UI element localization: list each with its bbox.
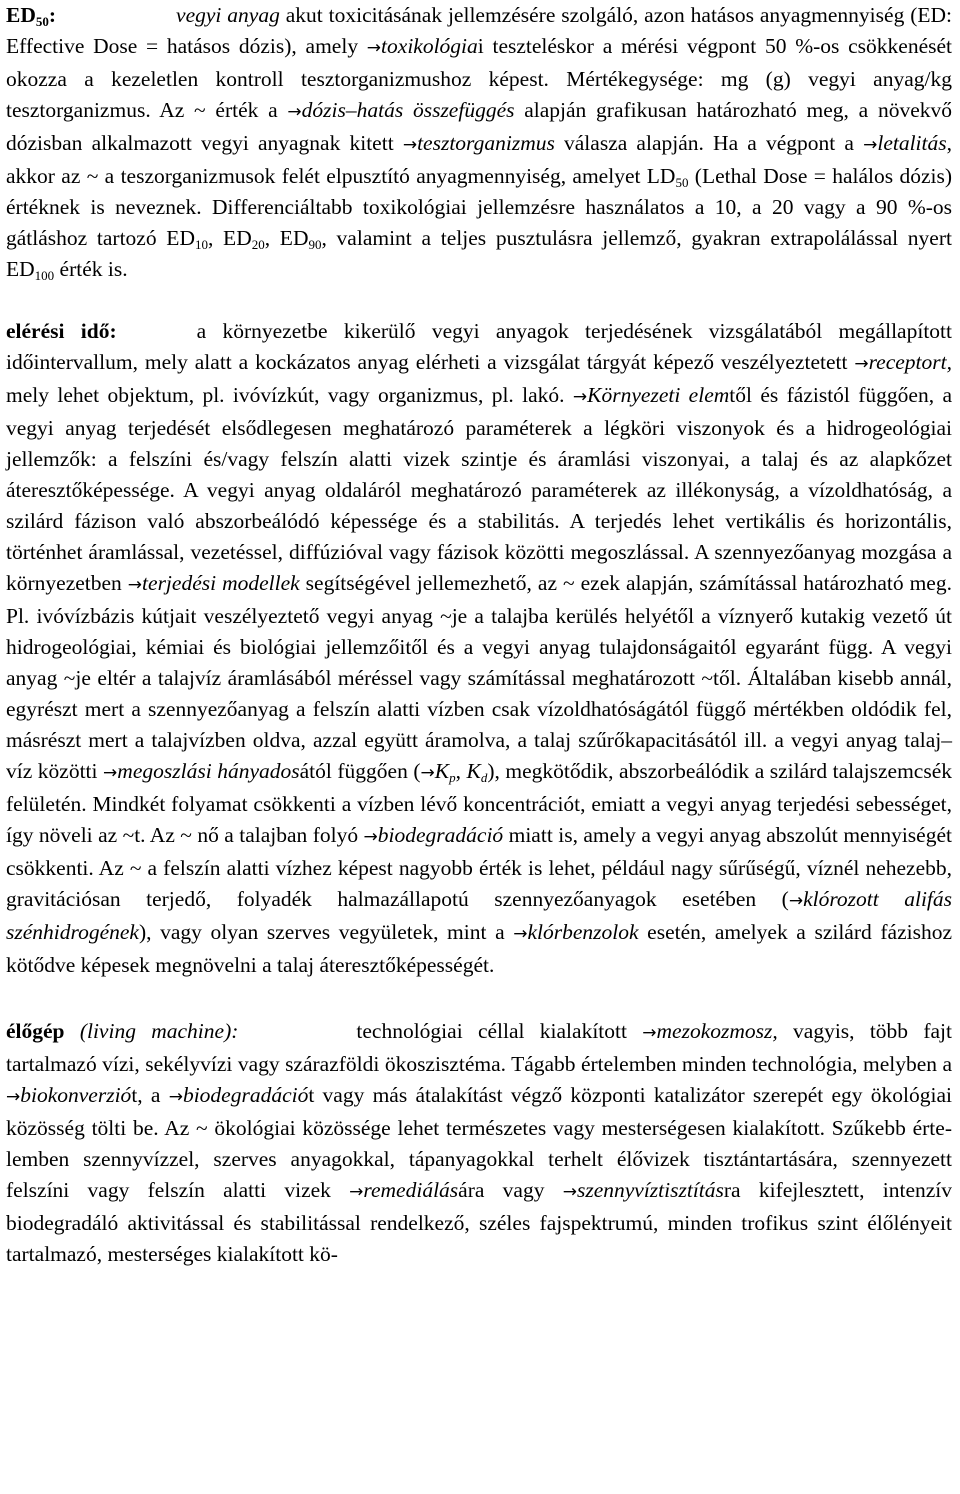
entry-term: élőgép	[6, 1019, 65, 1043]
definition-text: ), vagy olyan szerves vegyületek, mint a	[138, 920, 514, 944]
cross-reference-arrow-icon: →	[854, 354, 869, 374]
subscript: 10	[194, 237, 208, 252]
glossary-entry-elogep	[6, 1016, 952, 1270]
definition-text: esetén, amelyek a szilárd fázishoz kötődve képesek megnövelni a talaj áteresztőképességét.	[6, 920, 953, 977]
cross-reference-arrow-icon: →	[6, 1087, 21, 1107]
definition-text: , akkor az ~ a teszorganizmusok felét elpusztító anyagmennyiség, amelyet LD	[6, 131, 952, 188]
definition-text: t vagy más átalakítást végző központi katalizátor szerepét egy ökológiai közösség tölti be. Az ~ ökológiai közössége lehet természetes vagy mesterségesen kialakított. Szűkebb értelemben szennyvízzel, szerves anyagokkal, tápanyagokkal terhelt élővizek tisztántartására, szennyezett felszíni vagy felszín alatti vizek	[6, 1083, 952, 1202]
cross-reference-term: receptort,	[868, 350, 952, 374]
cross-reference-term: letalitás	[877, 131, 947, 155]
entry-definition	[6, 1019, 952, 1266]
cross-reference-term: Környezeti elem	[587, 383, 730, 407]
cross-reference-arrow-icon: →	[366, 38, 382, 58]
cross-reference-term: dózis–hatás összefüggés	[301, 98, 515, 122]
definition-text: mely lehet objektum, pl. ivóvízkút, vagy organizmus, pl. lakó.	[6, 383, 573, 407]
cross-reference-term: tesztorganizmus	[417, 131, 555, 155]
definition-text: től és fázistól függően, a vegyi anyag terjedését elsődlegesen meghatározó paraméterek a légköri viszonyok és a hidrogeológiai jellemzők: a felszíni és/vagy felszín alatti vizek szintje és áramlási viszonyai, a talaj és az alapkőzet áteresztőképessége. A vegyi anyag oldaláról meghatározó paraméterek az illékonyság, a vízoldhatóság, a szilárd fázison való abszorbeálódó képessége és a stabilitás. A terjedés lehet vertikális és horizontális, történhet áramlással, vezetéssel, diffúzióval vagy fázisok közötti megoszlással. A szennyezőanyag mozgása a környezetben	[6, 383, 952, 595]
cross-reference-arrow-icon: →	[349, 1182, 364, 1202]
definition-text: , ED	[207, 226, 252, 250]
cross-reference-term: remediálás	[363, 1178, 459, 1202]
entry-definition	[6, 319, 952, 977]
definition-text: ra kifejlesztett, intenzív biodegradáló aktivitással és stabilitással rendelkező, széles fajspektrumú, minden trofikus szint élőlényeit tartalmazó, mesterséges kialakított kö-	[6, 1178, 953, 1266]
entry-term: $ED_{50}$:	[6, 3, 57, 29]
definition-text: ,	[455, 759, 467, 783]
definition-text: ), megkötődik, abszorbeálódik a szilárd talajszemcsék felületén. Mindkét folyamat csökkenti a vízben lévő koncentrációt, emiatt a vegyi anyag terjedési sebességet, így növeli az ~t. Az ~ nő a talajban folyó	[6, 759, 952, 847]
glossary-entry-ed50	[6, 0, 952, 285]
subscript: 100	[34, 268, 55, 283]
definition-text: , valamint a teljes pusztulásra jellemző, gyakran extrapolálással nyert ED	[6, 226, 952, 281]
cross-reference-term: klórozott alifás szénhidrogének	[6, 887, 953, 944]
cross-reference-term: klórbenzolok	[527, 920, 639, 944]
definition-text: t, a	[131, 1083, 169, 1107]
cross-reference-arrow-icon: →	[420, 763, 435, 783]
cross-reference-arrow-icon: →	[572, 387, 588, 407]
cross-reference-term: biodegradáció	[377, 823, 504, 847]
subscript: 50	[675, 175, 689, 190]
definition-text: segítségével jellemezhető, az ~ ezek alapján, számítással határozható meg. Pl. ivóvízbázis kútjait veszélyeztető vegyi anyag ~je a talajba kerülés helyétől a víznyerő kutakig vezető út hidrogeológiai, kémiai és biológiai jellemzőitől és a vegyi anyag tulajdonságaitól egyaránt függ. A vegyi anyag ~je eltér a talajvíz áramlásából méréssel vagy számítással meghatározott ~től. Általában kisebb annál, egyrészt mert a szennyezőanyag a felszín alatti vízben csak vízoldhatóságától függő mértékben oldódik fel, másrészt mert a talajvízben oldva, azzal együtt áramolva, a talaj szűrőkapacitásától ill. a vegyi anyag talaj–víz közötti	[6, 571, 952, 783]
cross-reference-term: toxikológia	[381, 34, 478, 58]
cross-reference-arrow-icon: →	[513, 924, 528, 944]
subscript: p	[449, 770, 456, 785]
cross-reference-term: K	[434, 759, 450, 783]
cross-reference-arrow-icon: →	[863, 135, 878, 155]
cross-reference-arrow-icon: →	[642, 1023, 657, 1043]
definition-text: vagyis, több fajt tartalmazó vízi, sekélyvízi vagy szárazföldi ökoszisztéma. Tágabb értelemben minden technológia, melyben a	[6, 1019, 952, 1076]
definition-text: alapján grafikusan határozható meg, a növekvő dózisban alkalmazott vegyi anyagnak kitett	[6, 98, 952, 155]
cross-reference-arrow-icon: →	[103, 763, 118, 783]
entry-term: elérési idő:	[6, 319, 117, 343]
cross-reference-arrow-icon: →	[127, 575, 143, 595]
glossary-entry-eleresi-ido	[6, 316, 952, 981]
cross-reference-arrow-icon: →	[287, 102, 302, 122]
definition-text: ára vagy	[458, 1178, 563, 1202]
cross-reference-term: K	[466, 759, 481, 783]
cross-reference-term: terjedési modellek	[142, 571, 300, 595]
cross-reference-term: szennyvíztisztítás	[576, 1178, 724, 1202]
definition-text: technológiai céllal kialakított	[356, 1019, 643, 1043]
definition-text: ától függően (	[299, 759, 421, 783]
entry-term-note: (living machine):	[64, 1019, 239, 1043]
cross-reference-term: megoszlási hányados	[117, 759, 300, 783]
definition-text: , ED	[264, 226, 309, 250]
definition-text: miatt is, amely a vegyi anyag abszolút mennyiségét csökkenti. Az ~ a felszín alatti vízhez képest nagyobb érték is lehet, például nagy sűrűségű, víznél nehezebb, gravitációsan terjedő, folyadék halmazállapotú szennyezőanyagok esetében (	[6, 823, 952, 911]
cross-reference-arrow-icon: →	[402, 135, 418, 155]
cross-reference-arrow-icon: →	[788, 891, 804, 911]
definition-text: akut toxicitásának jellemzésére szolgáló, azon hatásos anyagmennyiség (ED: Effective Dose = hatásos dózis), amely	[6, 3, 952, 58]
subscript: d	[480, 770, 488, 785]
cross-reference-term: biodegradáció	[182, 1083, 309, 1107]
cross-reference-arrow-icon: →	[363, 827, 378, 847]
entry-definition	[6, 3, 952, 281]
subscript: 90	[308, 237, 322, 252]
cross-reference-term: biokonverzió	[20, 1083, 132, 1107]
cross-reference-arrow-icon: →	[562, 1182, 577, 1202]
cross-reference-term: vegyi anyag	[176, 3, 280, 27]
definition-text: a környezetbe kikerülő vegyi anyagok terjedésének vizsgálatából megállapított időintervallum, mely alatt a kockázatos anyag elérheti a vizsgálat tárgyát képező veszélyeztetett	[6, 319, 952, 374]
subscript: 20	[251, 237, 265, 252]
definition-text: i teszteléskor a mérési végpont 50 %-os csökkenését okozza a kezeletlen kontroll tesztorganizmushoz képest. Mértékegysége: mg (g) vegyi anyag/kg tesztorganizmus. Az ~ érték a	[6, 34, 952, 122]
definition-text: (Lethal Dose = halálos dózis) értéknek is neveznek. Differenciáltabb toxikológiai jellemzésre használatos a 10, a 20 vagy a 90 %-os gátláshoz tartozó ED	[6, 164, 952, 250]
definition-text: válasza alapján. Ha a végpont a	[554, 131, 864, 155]
cross-reference-arrow-icon: →	[168, 1087, 183, 1107]
definition-text: érték is.	[54, 257, 128, 281]
cross-reference-term: mezokozmosz,	[656, 1019, 778, 1043]
